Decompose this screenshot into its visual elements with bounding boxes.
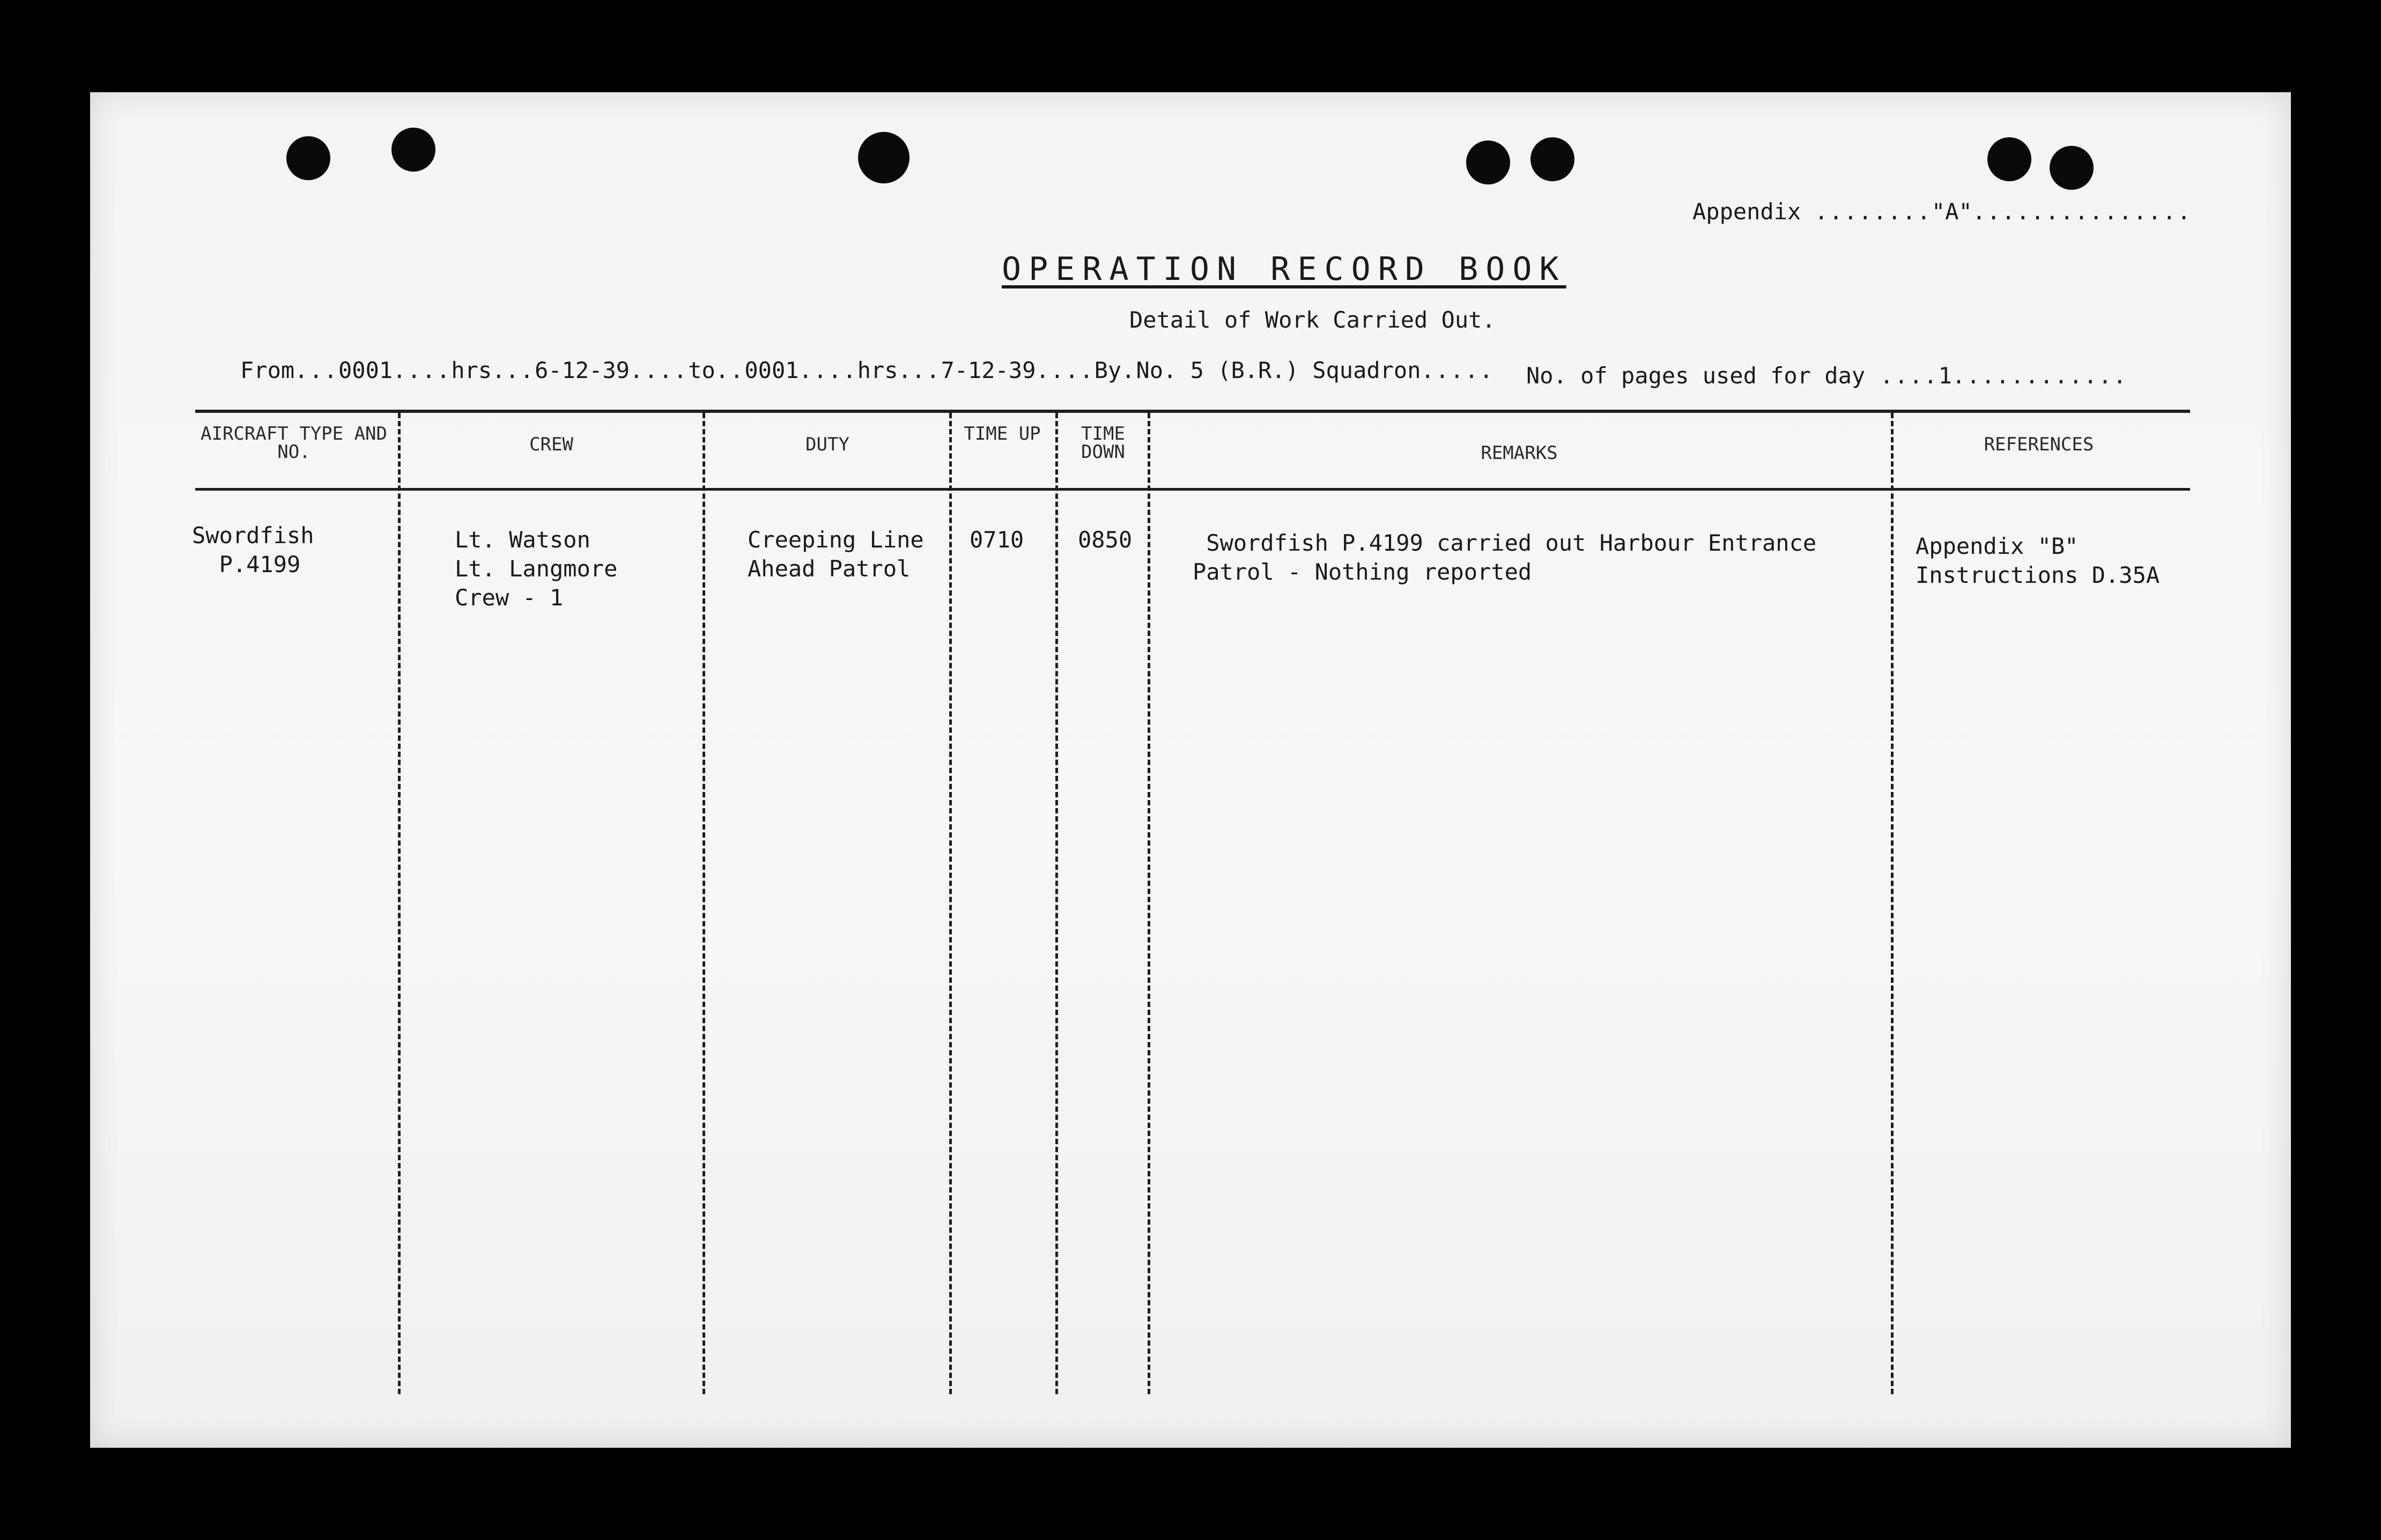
cell-aircraft: Swordfish P.4199 [192,522,314,578]
punch-hole [2050,146,2094,190]
column-divider [703,413,708,1394]
page-subtitle: Detail of Work Carried Out. [1129,307,1496,333]
cell-remarks: Swordfish P.4199 carried out Harbour Entrance Patrol - Nothing reported [1193,530,1817,585]
pages-used-line: No. of pages used for day ....1............ [1526,362,2128,389]
unit: No. 5 (B.R.) Squadron [1136,357,1421,383]
column-header-time-up: TIME UP [964,423,1041,445]
period-line: From...0001....hrs...6-12-39....to..0001....hrs...7-12-39....By.No. 5 (B.R.) Squadron..... [240,357,1494,383]
by-label: By [1094,357,1122,383]
column-divider [1055,413,1061,1394]
appendix-value: "A" [1931,198,1972,225]
punch-hole [1987,137,2031,181]
to-time: 0001 [744,357,799,383]
pages-used-value: 1 [1938,362,1952,389]
column-divider [949,413,955,1394]
column-header-references: REFERENCES [1984,434,2094,455]
column-header-duty: DUTY [805,434,849,455]
cell-references: Appendix "B" Instructions D.35A [1916,533,2160,588]
column-header-time-down: TIME DOWN [1081,423,1125,463]
cell-time-up: 0710 [970,527,1024,553]
hrs-label: hrs. [451,357,506,383]
hrs-label-2: hrs. [857,357,912,383]
punch-hole [286,136,330,180]
punch-hole [391,128,435,172]
record-sheet [90,92,2291,1448]
page-title: OPERATION RECORD BOOK [1002,250,1566,288]
cell-crew: Lt. Watson Lt. Langmore Crew - 1 [455,527,618,611]
appendix-line: Appendix ........"A"............... [1692,198,2192,225]
column-divider [1148,413,1153,1394]
punch-hole [1530,137,1574,181]
column-divider [398,413,403,1394]
appendix-label: Appendix [1692,198,1801,225]
from-label: From [240,357,295,383]
column-header-aircraft: AIRCRAFT TYPE AND NO. [201,423,387,463]
column-divider [1891,413,1896,1394]
column-header-crew: CREW [529,434,573,455]
column-header-remarks: REMARKS [1481,442,1558,464]
from-time: 0001 [338,357,393,383]
punch-hole [1466,140,1510,184]
cell-time-down: 0850 [1078,527,1133,553]
cell-duty: Creeping Line Ahead Patrol [748,527,924,582]
from-date: 6-12-39 [535,357,630,383]
pages-used-label: No. of pages used for day [1526,362,1866,389]
to-label: to [688,357,715,383]
punch-hole [858,132,909,183]
to-date: 7-12-39 [941,357,1036,383]
